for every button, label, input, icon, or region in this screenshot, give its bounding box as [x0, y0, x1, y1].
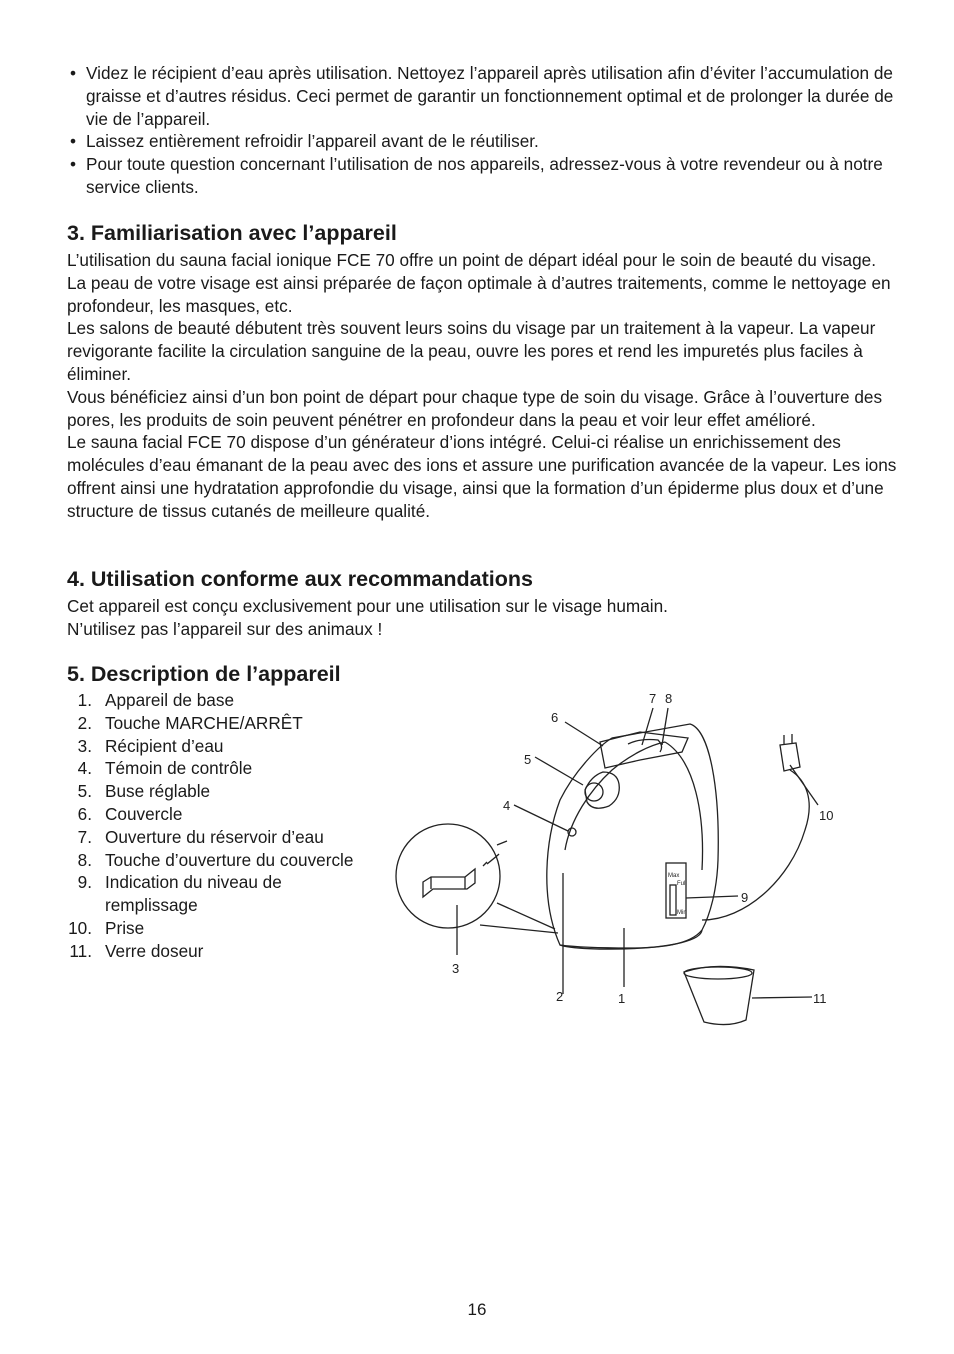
measuring-cup: [684, 966, 754, 1024]
callout-4: 4: [503, 798, 511, 813]
indicator-light: [568, 828, 576, 836]
intro-bullet-list: [68, 62, 898, 199]
callout-7: 7: [649, 691, 657, 706]
bullet-dot: •: [70, 154, 77, 175]
callout-11: 11: [813, 991, 827, 1006]
water-container-icon: [423, 854, 499, 897]
paragraph: L’utilisation du sauna facial ionique FCE 70 offre un point de départ idéal pour le soin de beauté du visage. La peau de votre visage est ainsi préparée de façon optimale à d’autres traitements, comme le nettoyage en profondeur, les masques, etc.: [67, 250, 891, 316]
callout-2: 2: [556, 989, 564, 1004]
level-window: [666, 863, 686, 918]
window-labels: [668, 873, 687, 916]
section-5-heading: 5. Description de l’appareil: [67, 662, 341, 686]
bullet-dot: •: [70, 131, 77, 152]
list-item: 9. Indication du niveau de remplissage: [77, 872, 282, 916]
callout-6: 6: [551, 710, 559, 725]
callout-labels: [452, 691, 833, 1006]
list-item: 2. Touche MARCHE/ARRÊT: [77, 712, 303, 733]
callout-1: 1: [618, 991, 626, 1006]
list-item: 1. Appareil de base: [77, 690, 234, 710]
list-item: 8. Touche d’ouverture du couvercle: [77, 849, 354, 870]
callout-8: 8: [665, 691, 673, 706]
callout-10: 10: [819, 808, 834, 823]
callout-3: 3: [452, 961, 460, 976]
level-label-full: Full: [677, 881, 687, 887]
section-4-heading: 4. Utilisation conforme aux recommandations: [67, 567, 533, 591]
page-number: 16: [467, 1300, 487, 1319]
water-container-inset: [396, 824, 500, 928]
nozzle: [585, 772, 619, 808]
power-cord: [702, 770, 809, 920]
callout-9: 9: [741, 890, 749, 905]
paragraph: Le sauna facial FCE 70 dispose d’un générateur d’ions intégré. Celui-ci réalise un enrichissement des molécules d’eau émanant de la peau avec des ions et assure une purification avancée de la vapeur. Les ions offrent ainsi une hydratation approfondie du visage, ainsi que la formation d’un épiderme plus doux et d’une structure de tissus cutanés de meilleure qualité.: [67, 432, 897, 521]
parts-list: [66, 689, 366, 963]
section-3-body: [67, 249, 897, 523]
callout-5: 5: [524, 752, 532, 767]
list-item: 5. Buse réglable: [77, 781, 211, 802]
list-item: 10. Prise: [68, 917, 145, 938]
list-item: [68, 130, 898, 153]
section-4-body: [67, 595, 897, 641]
device-body: [547, 724, 718, 948]
list-item: 4. Témoin de contrôle: [77, 758, 253, 779]
section-3-heading: 3. Familiarisation avec l’appareil: [67, 221, 397, 245]
bullet-text: Videz le récipient d’eau après utilisation. Nettoyez l’appareil après utilisation afin d’éviter l’accumulation de graisse et d’autres résidus. Ceci permet de garantir un fonctionnement optimal et de prolonger la durée de vie de l’appareil.: [86, 63, 894, 129]
bullet-text: Pour toute question concernant l’utilisation de nos appareils, adressez-vous à votre revendeur ou à notre service clients.: [86, 154, 883, 197]
paragraph: Vous bénéficiez ainsi d’un bon point de départ pour chaque type de soin du visage. Grâce à l’ouverture des pores, les produits de soin peuvent pénétrer en profondeur dans la peau et voir leur effet amélioré.: [67, 386, 883, 430]
bullet-dot: •: [70, 63, 77, 83]
level-label-min: Min: [677, 910, 687, 916]
paragraph: Les salons de beauté débutent très souvent leurs soins du visage par un traitement à la vapeur. La vapeur revigorante facilite la circulation sanguine de la peau, ouvre les pores et rend les impuretés plus faciles à éliminer.: [67, 318, 876, 384]
list-item: [68, 62, 898, 130]
list-item: 6. Couvercle: [77, 803, 183, 824]
list-item: 11. Verre doseur: [69, 940, 204, 961]
list-item: [68, 153, 898, 199]
plug: [780, 734, 800, 771]
bullet-text: Laissez entièrement refroidir l’appareil avant de le réutiliser.: [86, 131, 539, 152]
lid: [600, 732, 688, 768]
level-label-max: Max: [668, 873, 680, 879]
list-item: 3. Récipient d’eau: [77, 735, 224, 756]
list-item: 7. Ouverture du réservoir d’eau: [77, 826, 324, 847]
paragraph: Cet appareil est conçu exclusivement pour une utilisation sur le visage humain.: [67, 596, 668, 616]
paragraph: N’utilisez pas l’appareil sur des animaux !: [67, 618, 383, 639]
